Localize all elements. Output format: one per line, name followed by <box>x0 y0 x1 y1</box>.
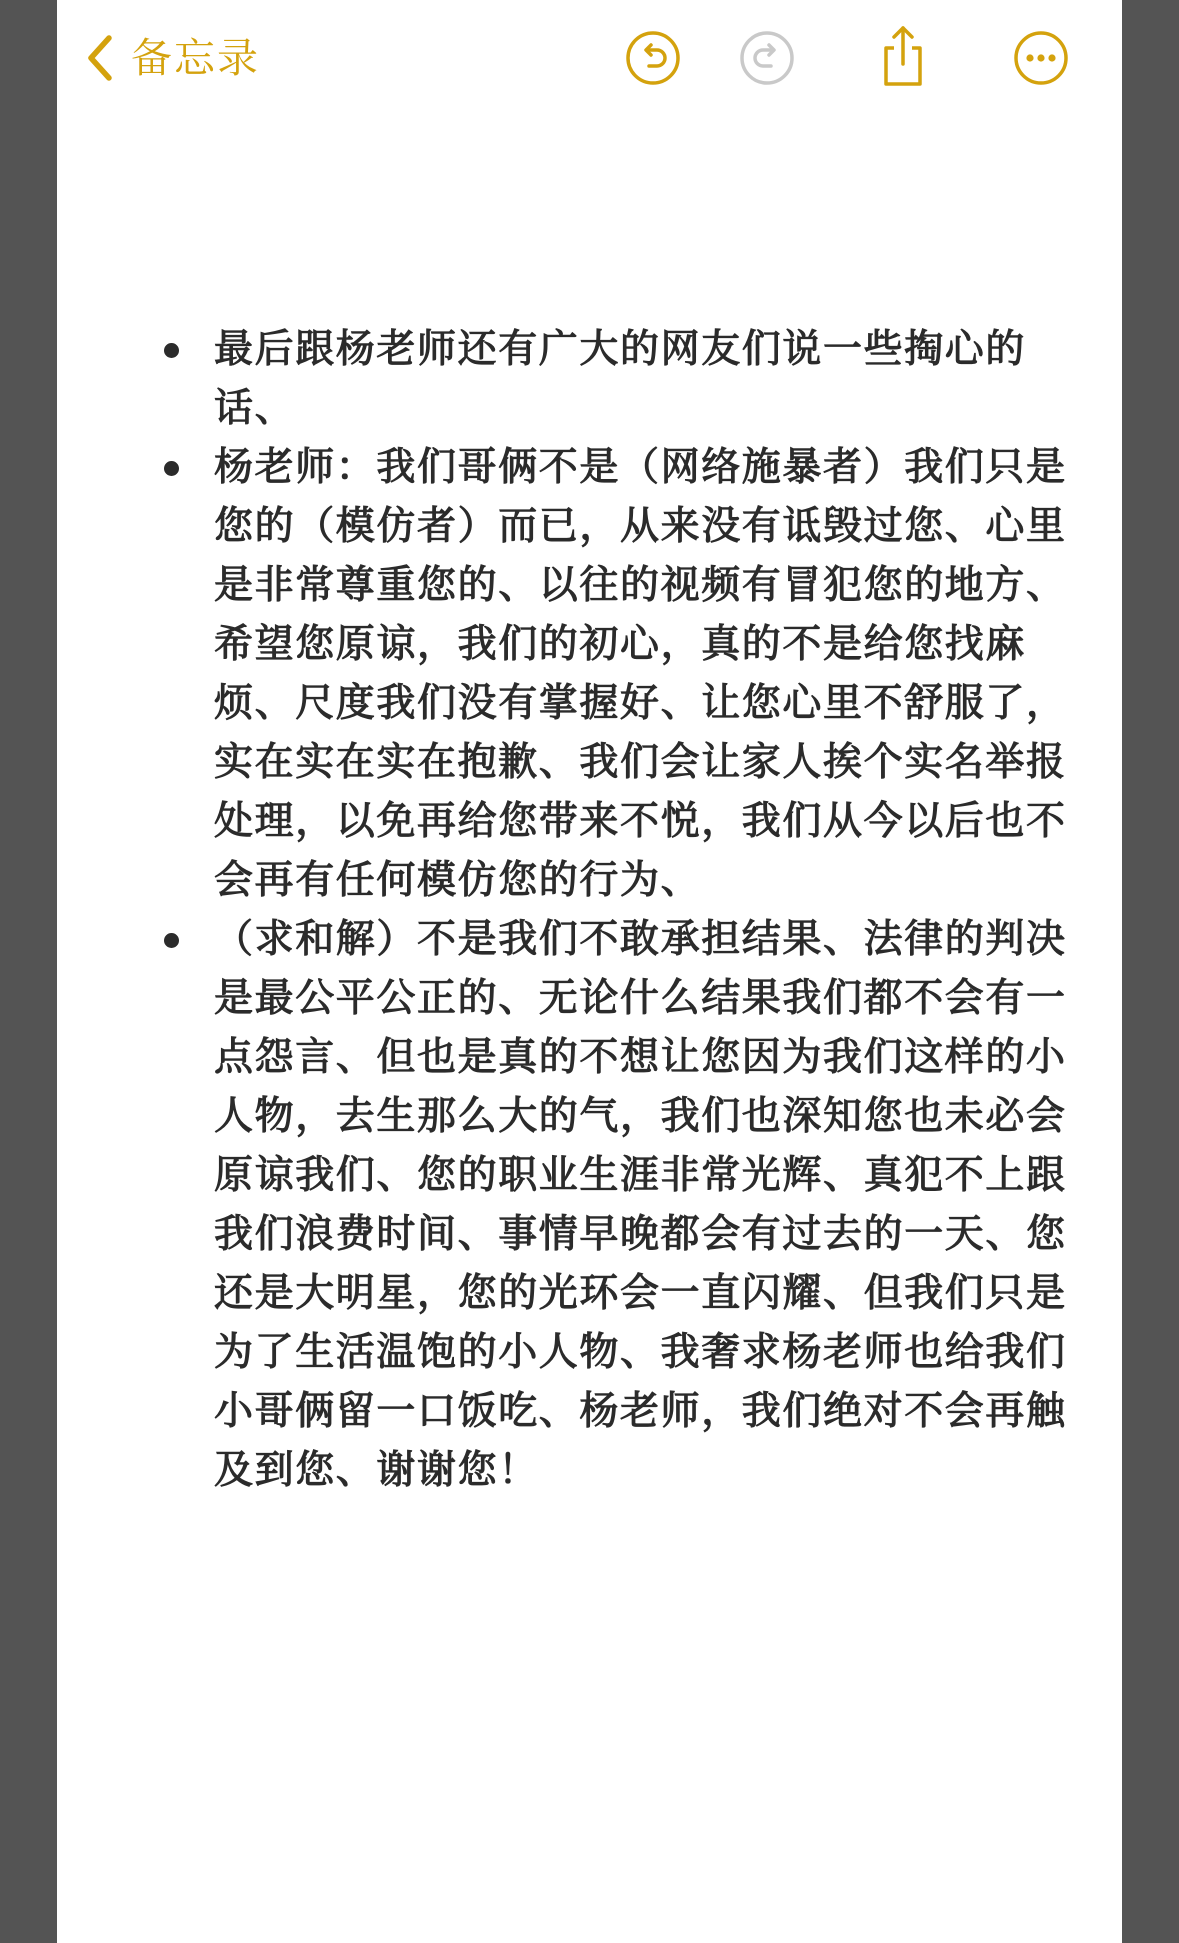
list-item-text: 杨老师：我们哥俩不是（网络施暴者）我们只是您的（模仿者）而已，从来没有诋毁过您、心里是非常尊重您的、以往的视频有冒犯您的地方、希望您原谅，我们的初心，真的不是给您找麻烦、尺度我们没有掌握好、让您心里不舒服了，实在实在实在抱歉、我们会让家人挨个实名举报处理，以免再给您带来不悦，我们从今以后也不会再有任何模仿您的行为、 <box>214 445 1067 903</box>
undo-icon <box>625 30 681 86</box>
bullet-icon <box>164 461 179 476</box>
list-item-text: 最后跟杨老师还有广大的网友们说一些掏心的话、 <box>214 327 1027 431</box>
back-label: 备忘录 <box>131 34 260 82</box>
redo-icon <box>739 30 795 86</box>
share-icon <box>875 24 931 88</box>
undo-button[interactable] <box>625 30 681 86</box>
bullet-list <box>57 320 1122 1500</box>
note-page <box>57 0 1122 1943</box>
more-icon <box>1013 30 1069 86</box>
list-item <box>57 910 1122 1500</box>
list-item-text: （求和解）不是我们不敢承担结果、法律的判决是最公平公正的、无论什么结果我们都不会有一点怨言、但也是真的不想让您因为我们这样的小人物，去生那么大的气，我们也深知您也未必会原谅我们、您的职业生涯非常光辉、真犯不上跟我们浪费时间、事情早晚都会有过去的一天、您还是大明星，您的光环会一直闪耀、但我们只是为了生活温饱的小人物、我奢求杨老师也给我们小哥俩留一口饭吃、杨老师，我们绝对不会再触及到您、谢谢您！ <box>214 917 1067 1493</box>
chevron-left-icon <box>85 33 115 83</box>
redo-button[interactable] <box>739 30 795 86</box>
list-item <box>57 438 1122 910</box>
list-item <box>57 320 1122 438</box>
note-body[interactable] <box>57 320 1122 1500</box>
more-button[interactable] <box>1013 30 1069 86</box>
bullet-icon <box>164 933 179 948</box>
bullet-icon <box>164 343 179 358</box>
back-button[interactable] <box>85 28 260 88</box>
share-button[interactable] <box>875 24 931 88</box>
